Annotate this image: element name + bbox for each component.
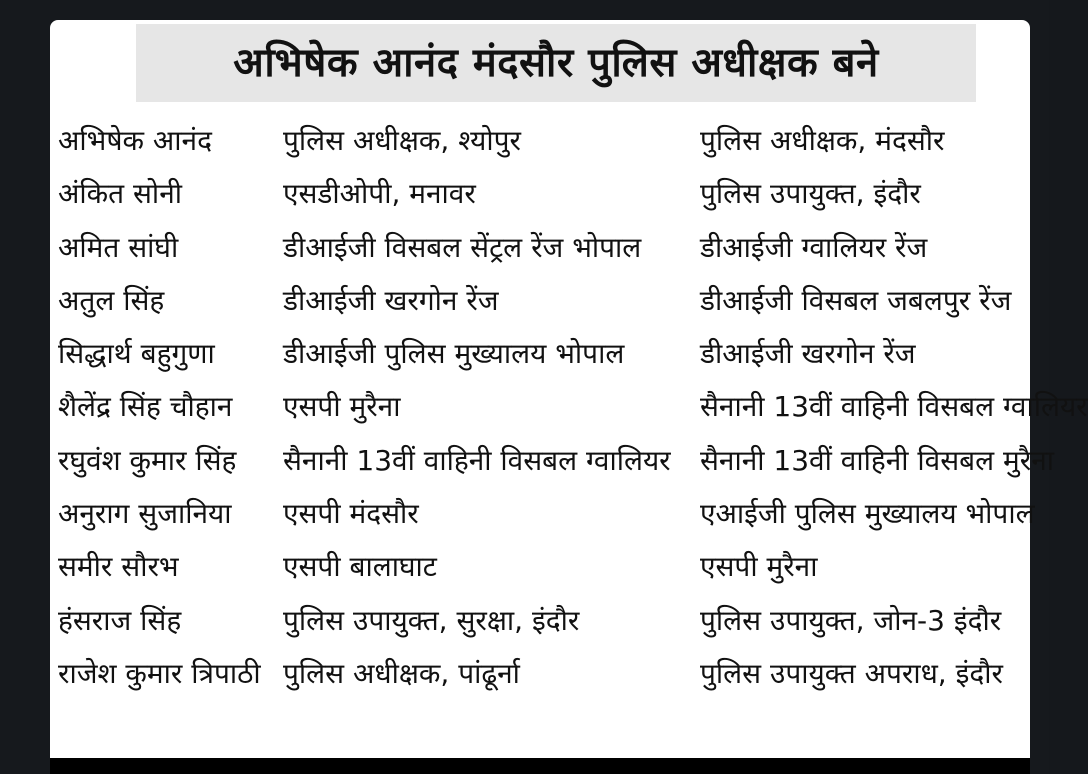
officer-name: अभिषेक आनंद: [58, 124, 212, 157]
officer-name: अमित सांघी: [58, 230, 179, 264]
previous-posting: पुलिस अधीक्षक, श्योपुर: [283, 124, 521, 157]
new-posting: पुलिस उपायुक्त, इंदौर: [700, 177, 921, 211]
list-item: [50, 224, 1030, 277]
new-posting: पुलिस अधीक्षक, मंदसौर: [700, 124, 945, 157]
list-item: [50, 437, 1055, 490]
previous-posting: डीआईजी विसबल सेंट्रल रेंज भोपाल: [283, 230, 642, 264]
new-posting: डीआईजी विसबल जबलपुर रेंज: [700, 283, 1012, 317]
previous-posting: एसडीओपी, मनावर: [283, 177, 476, 211]
previous-posting: डीआईजी पुलिस मुख्यालय भोपाल: [283, 337, 625, 371]
list-item: [50, 490, 1035, 543]
list-item: [50, 277, 1030, 330]
list-item: [50, 117, 1030, 170]
previous-posting: डीआईजी खरगोन रेंज: [283, 283, 499, 317]
new-posting: पुलिस उपायुक्त, जोन-3 इंदौर: [700, 603, 1002, 637]
previous-posting: एसपी मंदसौर: [283, 497, 419, 531]
officer-name: रघुवंश कुमार सिंह: [58, 443, 237, 477]
new-posting: सैनानी 13वीं वाहिनी विसबल ग्वालियर: [700, 390, 1088, 424]
new-posting: एसपी मुरैना: [700, 550, 818, 584]
previous-posting: एसपी मुरैना: [283, 390, 401, 424]
new-posting: डीआईजी ग्वालियर रेंज: [700, 230, 928, 264]
new-posting: एआईजी पुलिस मुख्यालय भोपाल: [700, 497, 1035, 531]
officer-name: हंसराज सिंह: [58, 603, 182, 637]
list-item: [50, 650, 1030, 703]
new-posting: डीआईजी खरगोन रेंज: [700, 337, 916, 371]
officer-name: सिद्धार्थ बहुगुणा: [58, 337, 215, 371]
previous-posting: पुलिस अधीक्षक, पांढूर्ना: [283, 656, 520, 690]
headline: अभिषेक आनंद मंदसौर पुलिस अधीक्षक बने: [233, 40, 879, 86]
officer-name: राजेश कुमार त्रिपाठी: [58, 656, 261, 690]
officer-name: अंकित सोनी: [58, 177, 182, 211]
previous-posting: एसपी बालाघाट: [283, 550, 437, 584]
bottom-bar: [50, 758, 1030, 774]
list-item: [50, 543, 1030, 596]
officer-name: अनुराग सुजानिया: [58, 497, 232, 531]
new-posting: पुलिस उपायुक्त अपराध, इंदौर: [700, 656, 1003, 690]
list-item: [50, 597, 1030, 650]
transfer-list: [50, 117, 1088, 703]
officer-name: समीर सौरभ: [58, 550, 179, 584]
list-item: [50, 330, 1030, 383]
list-item: [50, 383, 1088, 436]
officer-name: शैलेंद्र सिंह चौहान: [58, 390, 233, 424]
new-posting: सैनानी 13वीं वाहिनी विसबल मुरैना: [700, 443, 1055, 477]
previous-posting: पुलिस उपायुक्त, सुरक्षा, इंदौर: [283, 603, 580, 637]
list-item: [50, 170, 1030, 223]
previous-posting: सैनानी 13वीं वाहिनी विसबल ग्वालियर: [283, 443, 671, 477]
newspaper-clipping: [50, 20, 1088, 774]
officer-name: अतुल सिंह: [58, 283, 165, 317]
